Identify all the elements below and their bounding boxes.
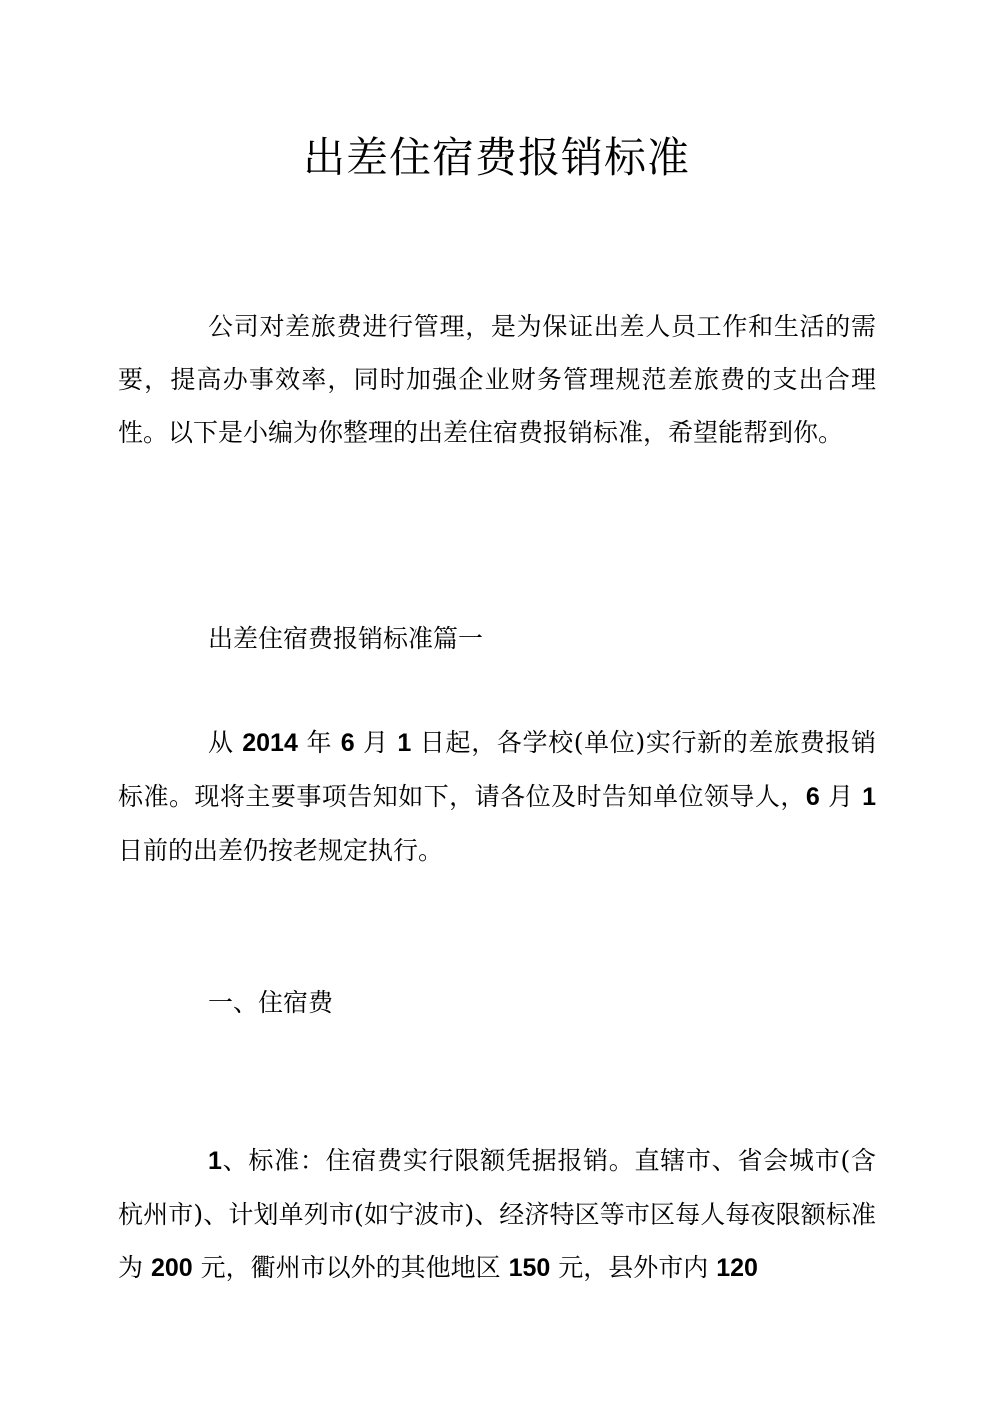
notice-month: 6 — [340, 729, 355, 757]
notice-text: 月 — [354, 728, 398, 757]
standard-amount-2: 150 — [508, 1254, 551, 1282]
notice-day: 1 — [397, 729, 412, 757]
standard-amount-3: 120 — [716, 1254, 758, 1282]
part-heading: 出差住宿费报销标准篇一 — [208, 624, 484, 653]
notice-day-2: 1 — [862, 783, 876, 811]
document-title: 出差住宿费报销标准 — [302, 133, 690, 182]
notice-text: 年 — [297, 728, 341, 757]
standard-paragraph — [118, 1134, 876, 1295]
notice-paragraph — [118, 716, 876, 877]
standard-amount-1: 200 — [150, 1254, 193, 1282]
standard-index: 1 — [208, 1147, 222, 1175]
notice-month-2: 6 — [805, 783, 820, 811]
notice-text: 月 — [819, 782, 863, 811]
notice-year: 2014 — [242, 729, 298, 757]
notice-text: 从 — [208, 728, 243, 757]
intro-paragraph: 公司对差旅费进行管理，是为保证出差人员工作和生活的需要，提高办事效率，同时加强企业财务管理规范差旅费的支出合理性。以下是小编为你整理的出差住宿费报销标准，希望能帮到你。 — [118, 312, 876, 447]
section-heading: 一、住宿费 — [208, 988, 334, 1017]
notice-text: 日前的出差仍按老规定执行。 — [118, 836, 444, 865]
notice-text: 日起，各学校(单位)实行新的差旅费报销标准。现将主要事项告知如下，请各位及时告知单位领导人， — [118, 728, 876, 811]
standard-text: 元，衢州市以外的其他地区 — [192, 1253, 509, 1282]
standard-text: 、标准：住宿费实行限额凭据报销。直辖市、省会城市(含杭州市)、计划单列市(如宁波市)、经济特区等市区每人每夜限额标准为 — [118, 1146, 876, 1282]
standard-text: 元，县外市内 — [550, 1253, 717, 1282]
